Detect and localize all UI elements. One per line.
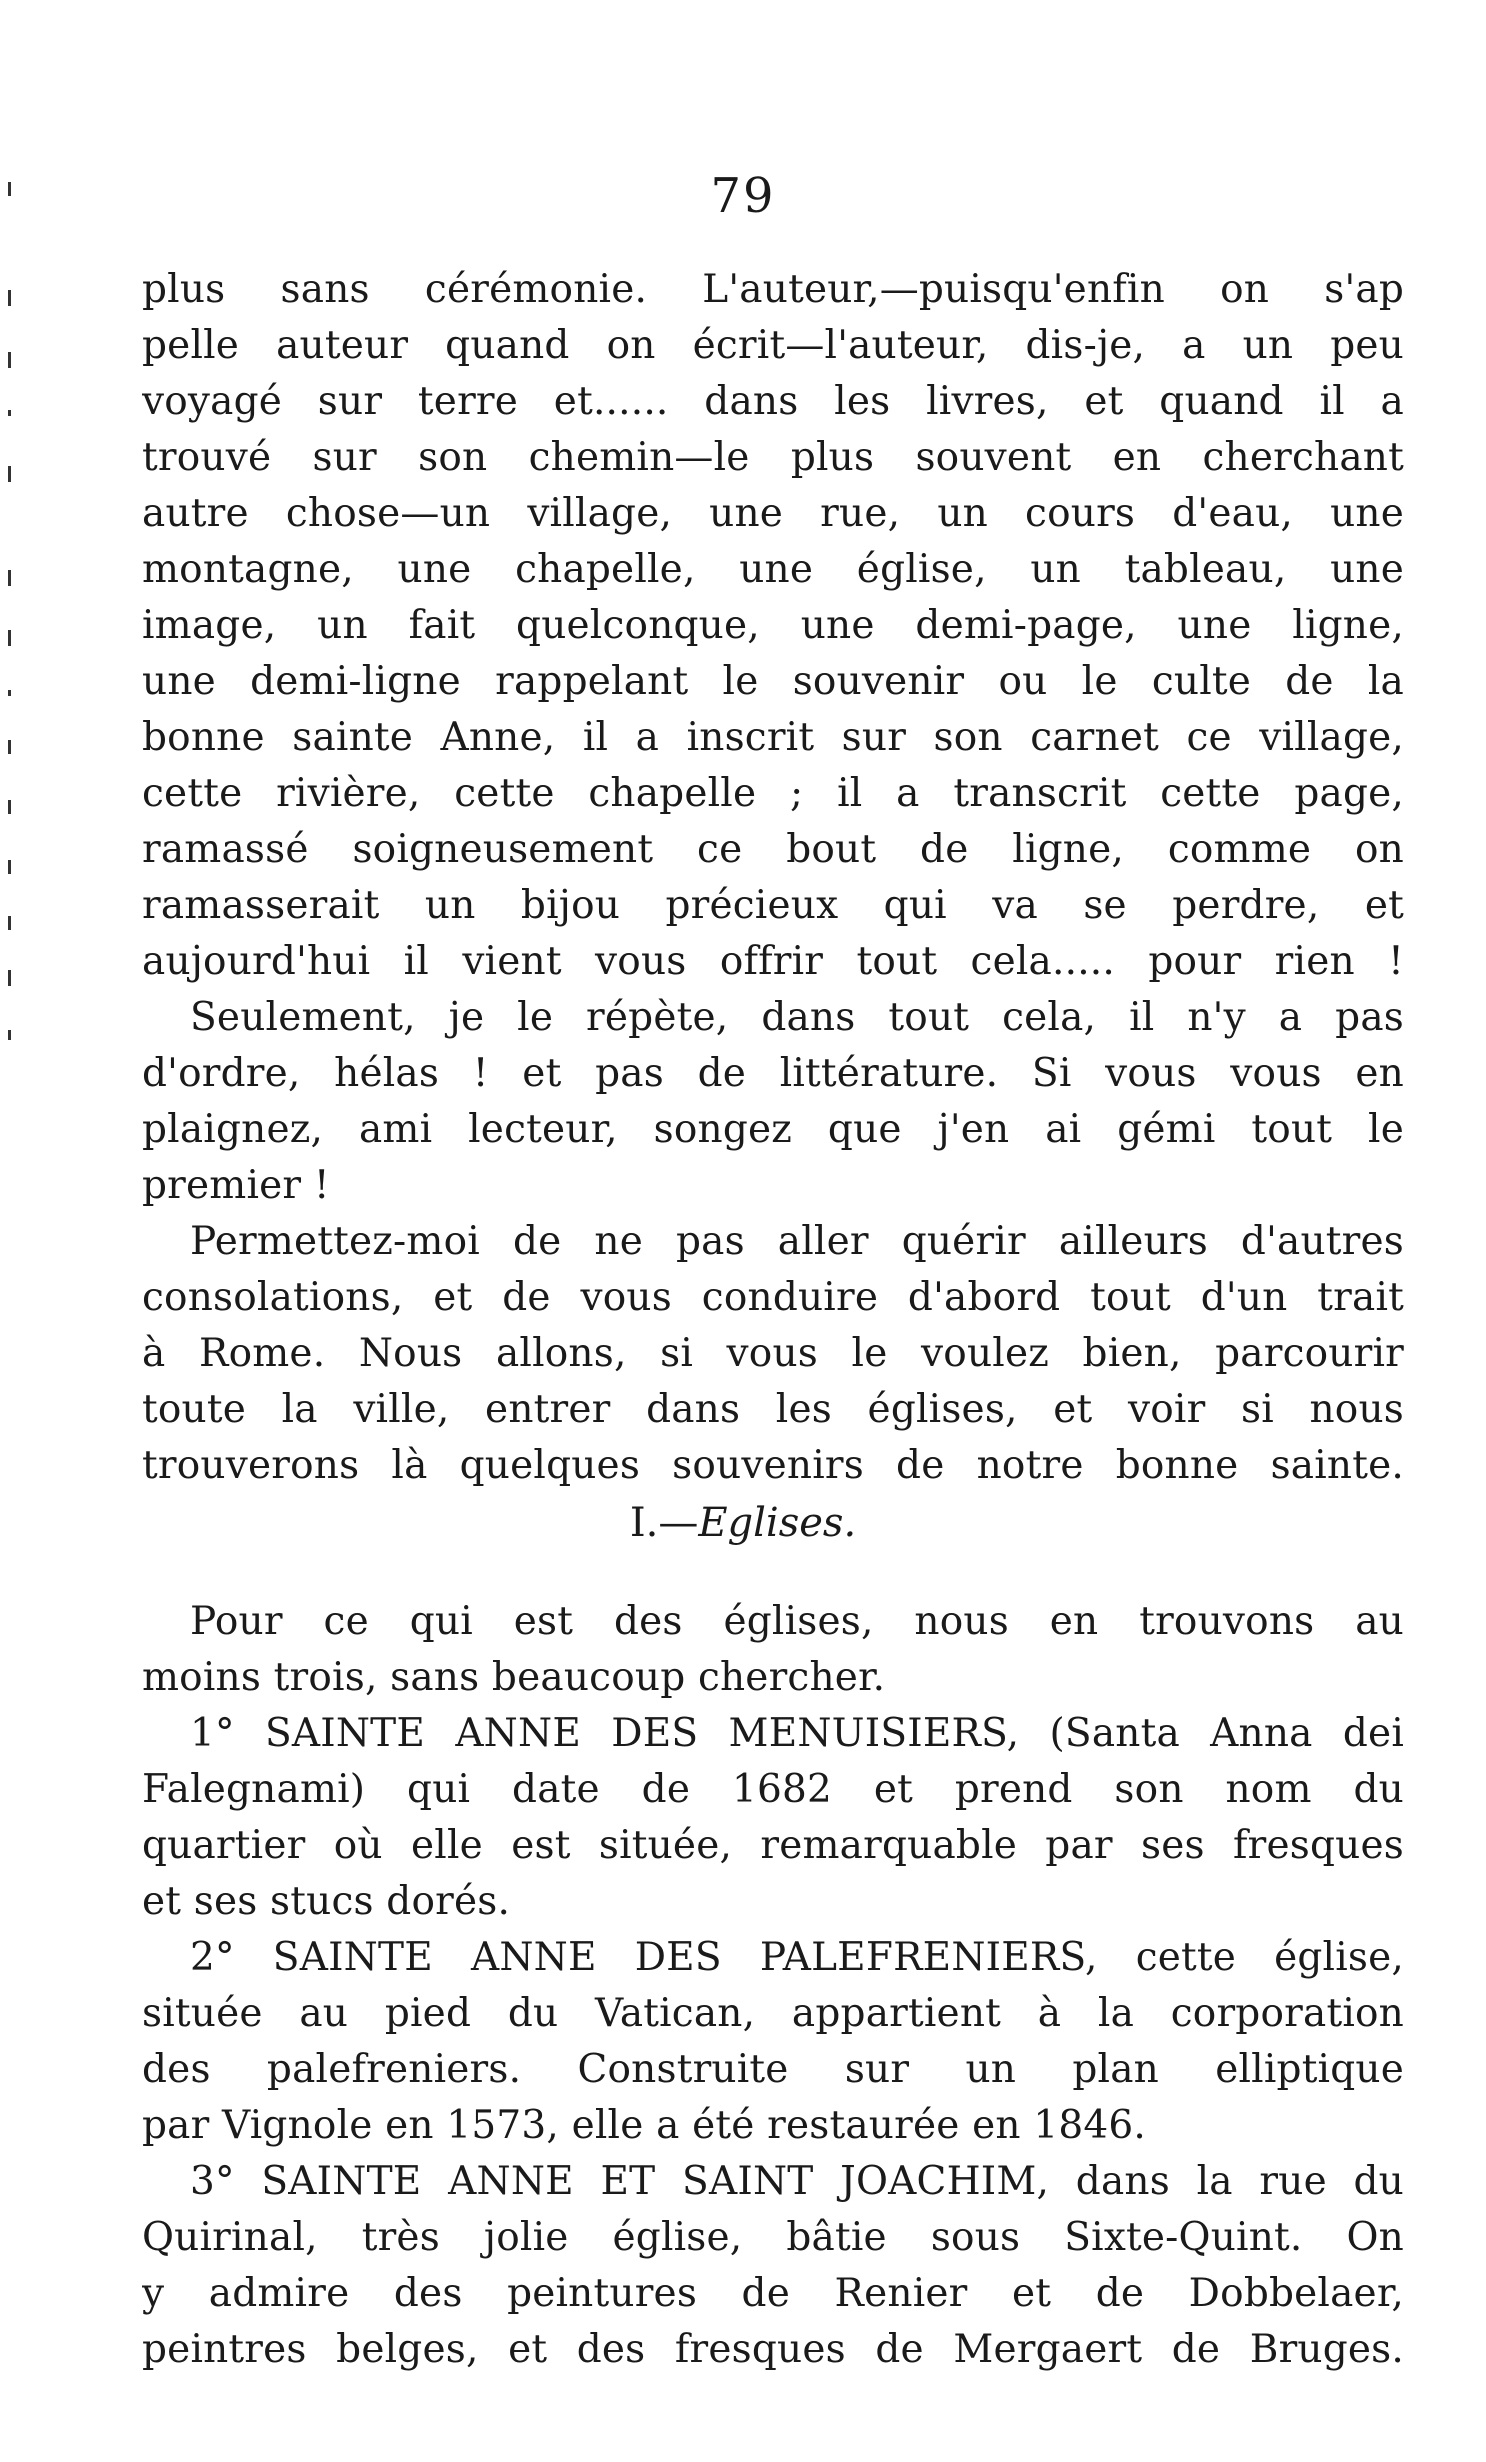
margin-scan-marks xyxy=(0,0,30,2462)
text-line: Quirinal, très jolie église, bâtie sous Sixte-Quint. On xyxy=(142,2215,1404,2260)
text-line: toute la ville, entrer dans les églises, et voir si nous xyxy=(142,1387,1404,1432)
text-line: quartier où elle est située, remarquable par ses fresques xyxy=(142,1823,1404,1868)
text-line: située au pied du Vatican, appartient à la corporation xyxy=(142,1991,1404,2036)
scan-mark xyxy=(8,466,11,482)
text-line: Pour ce qui est des églises, nous en trouvons au xyxy=(190,1599,1404,1644)
heading-title: Eglises. xyxy=(698,1500,857,1546)
text-line: ramasserait un bijou précieux qui va se perdre, et xyxy=(142,883,1404,928)
scan-mark xyxy=(8,410,11,416)
text-line: moins trois, sans beaucoup chercher. xyxy=(142,1655,886,1700)
heading-number: I.— xyxy=(629,1500,699,1546)
text-line: premier ! xyxy=(142,1163,330,1208)
text-line: Permettez-moi de ne pas aller quérir ailleurs d'autres xyxy=(190,1219,1404,1264)
text-line: des palefreniers. Construite sur un plan elliptique xyxy=(142,2047,1404,2092)
text-line: bonne sainte Anne, il a inscrit sur son carnet ce village, xyxy=(142,715,1404,760)
text-line: peintres belges, et des fresques de Mergaert de Bruges. xyxy=(142,2327,1404,2372)
scan-mark xyxy=(8,1030,11,1040)
text-line: 2° SAINTE ANNE DES PALEFRENIERS, cette église, xyxy=(190,1935,1404,1980)
text-line: y admire des peintures de Renier et de Dobbelaer, xyxy=(142,2271,1404,2316)
page-number: 79 xyxy=(710,168,776,224)
text-line: plaignez, ami lecteur, songez que j'en ai gémi tout le xyxy=(142,1107,1404,1152)
scan-mark xyxy=(8,630,11,646)
scan-mark xyxy=(8,570,11,586)
text-line: ramassé soigneusement ce bout de ligne, comme on xyxy=(142,827,1404,872)
text-line: Seulement, je le répète, dans tout cela, il n'y a pas xyxy=(190,995,1404,1040)
scan-mark xyxy=(8,860,11,874)
text-line: trouvé sur son chemin—le plus souvent en cherchant xyxy=(142,435,1404,480)
body-text-upper xyxy=(142,262,1404,1494)
text-line: et ses stucs dorés. xyxy=(142,1879,511,1924)
text-line: à Rome. Nous allons, si vous le voulez bien, parcourir xyxy=(142,1331,1404,1376)
scan-mark xyxy=(8,740,11,754)
scan-mark xyxy=(8,290,11,306)
text-line: autre chose—un village, une rue, un cours d'eau, une xyxy=(142,491,1404,536)
section-heading xyxy=(0,1500,1486,1546)
text-line: voyagé sur terre et...... dans les livres, et quand il a xyxy=(142,379,1404,424)
text-line: Falegnami) qui date de 1682 et prend son nom du xyxy=(142,1767,1404,1812)
body-text-lower xyxy=(142,1594,1404,2378)
scan-mark xyxy=(8,690,11,696)
scan-mark xyxy=(8,352,11,368)
text-line: une demi-ligne rappelant le souvenir ou le culte de la xyxy=(142,659,1404,704)
text-line: montagne, une chapelle, une église, un tableau, une xyxy=(142,547,1404,592)
text-line: trouverons là quelques souvenirs de notre bonne sainte. xyxy=(142,1443,1404,1488)
text-line: aujourd'hui il vient vous offrir tout cela..... pour rien ! xyxy=(142,939,1404,984)
text-line: par Vignole en 1573, elle a été restaurée en 1846. xyxy=(142,2103,1146,2148)
scan-mark xyxy=(8,970,11,986)
text-line: 1° SAINTE ANNE DES MENUISIERS, (Santa Anna dei xyxy=(190,1711,1404,1756)
text-line: 3° SAINTE ANNE ET SAINT JOACHIM, dans la rue du xyxy=(190,2159,1404,2204)
text-line: consolations, et de vous conduire d'abord tout d'un trait xyxy=(142,1275,1404,1320)
scan-mark xyxy=(8,916,11,930)
text-line: cette rivière, cette chapelle ; il a transcrit cette page, xyxy=(142,771,1404,816)
text-line: d'ordre, hélas ! et pas de littérature. Si vous vous en xyxy=(142,1051,1404,1096)
text-line: image, un fait quelconque, une demi-page, une ligne, xyxy=(142,603,1404,648)
scan-mark xyxy=(8,800,11,814)
text-line: pelle auteur quand on écrit—l'auteur, dis-je, a un peu xyxy=(142,323,1404,368)
text-line: plus sans cérémonie. L'auteur,—puisqu'enfin on s'ap xyxy=(142,267,1404,312)
